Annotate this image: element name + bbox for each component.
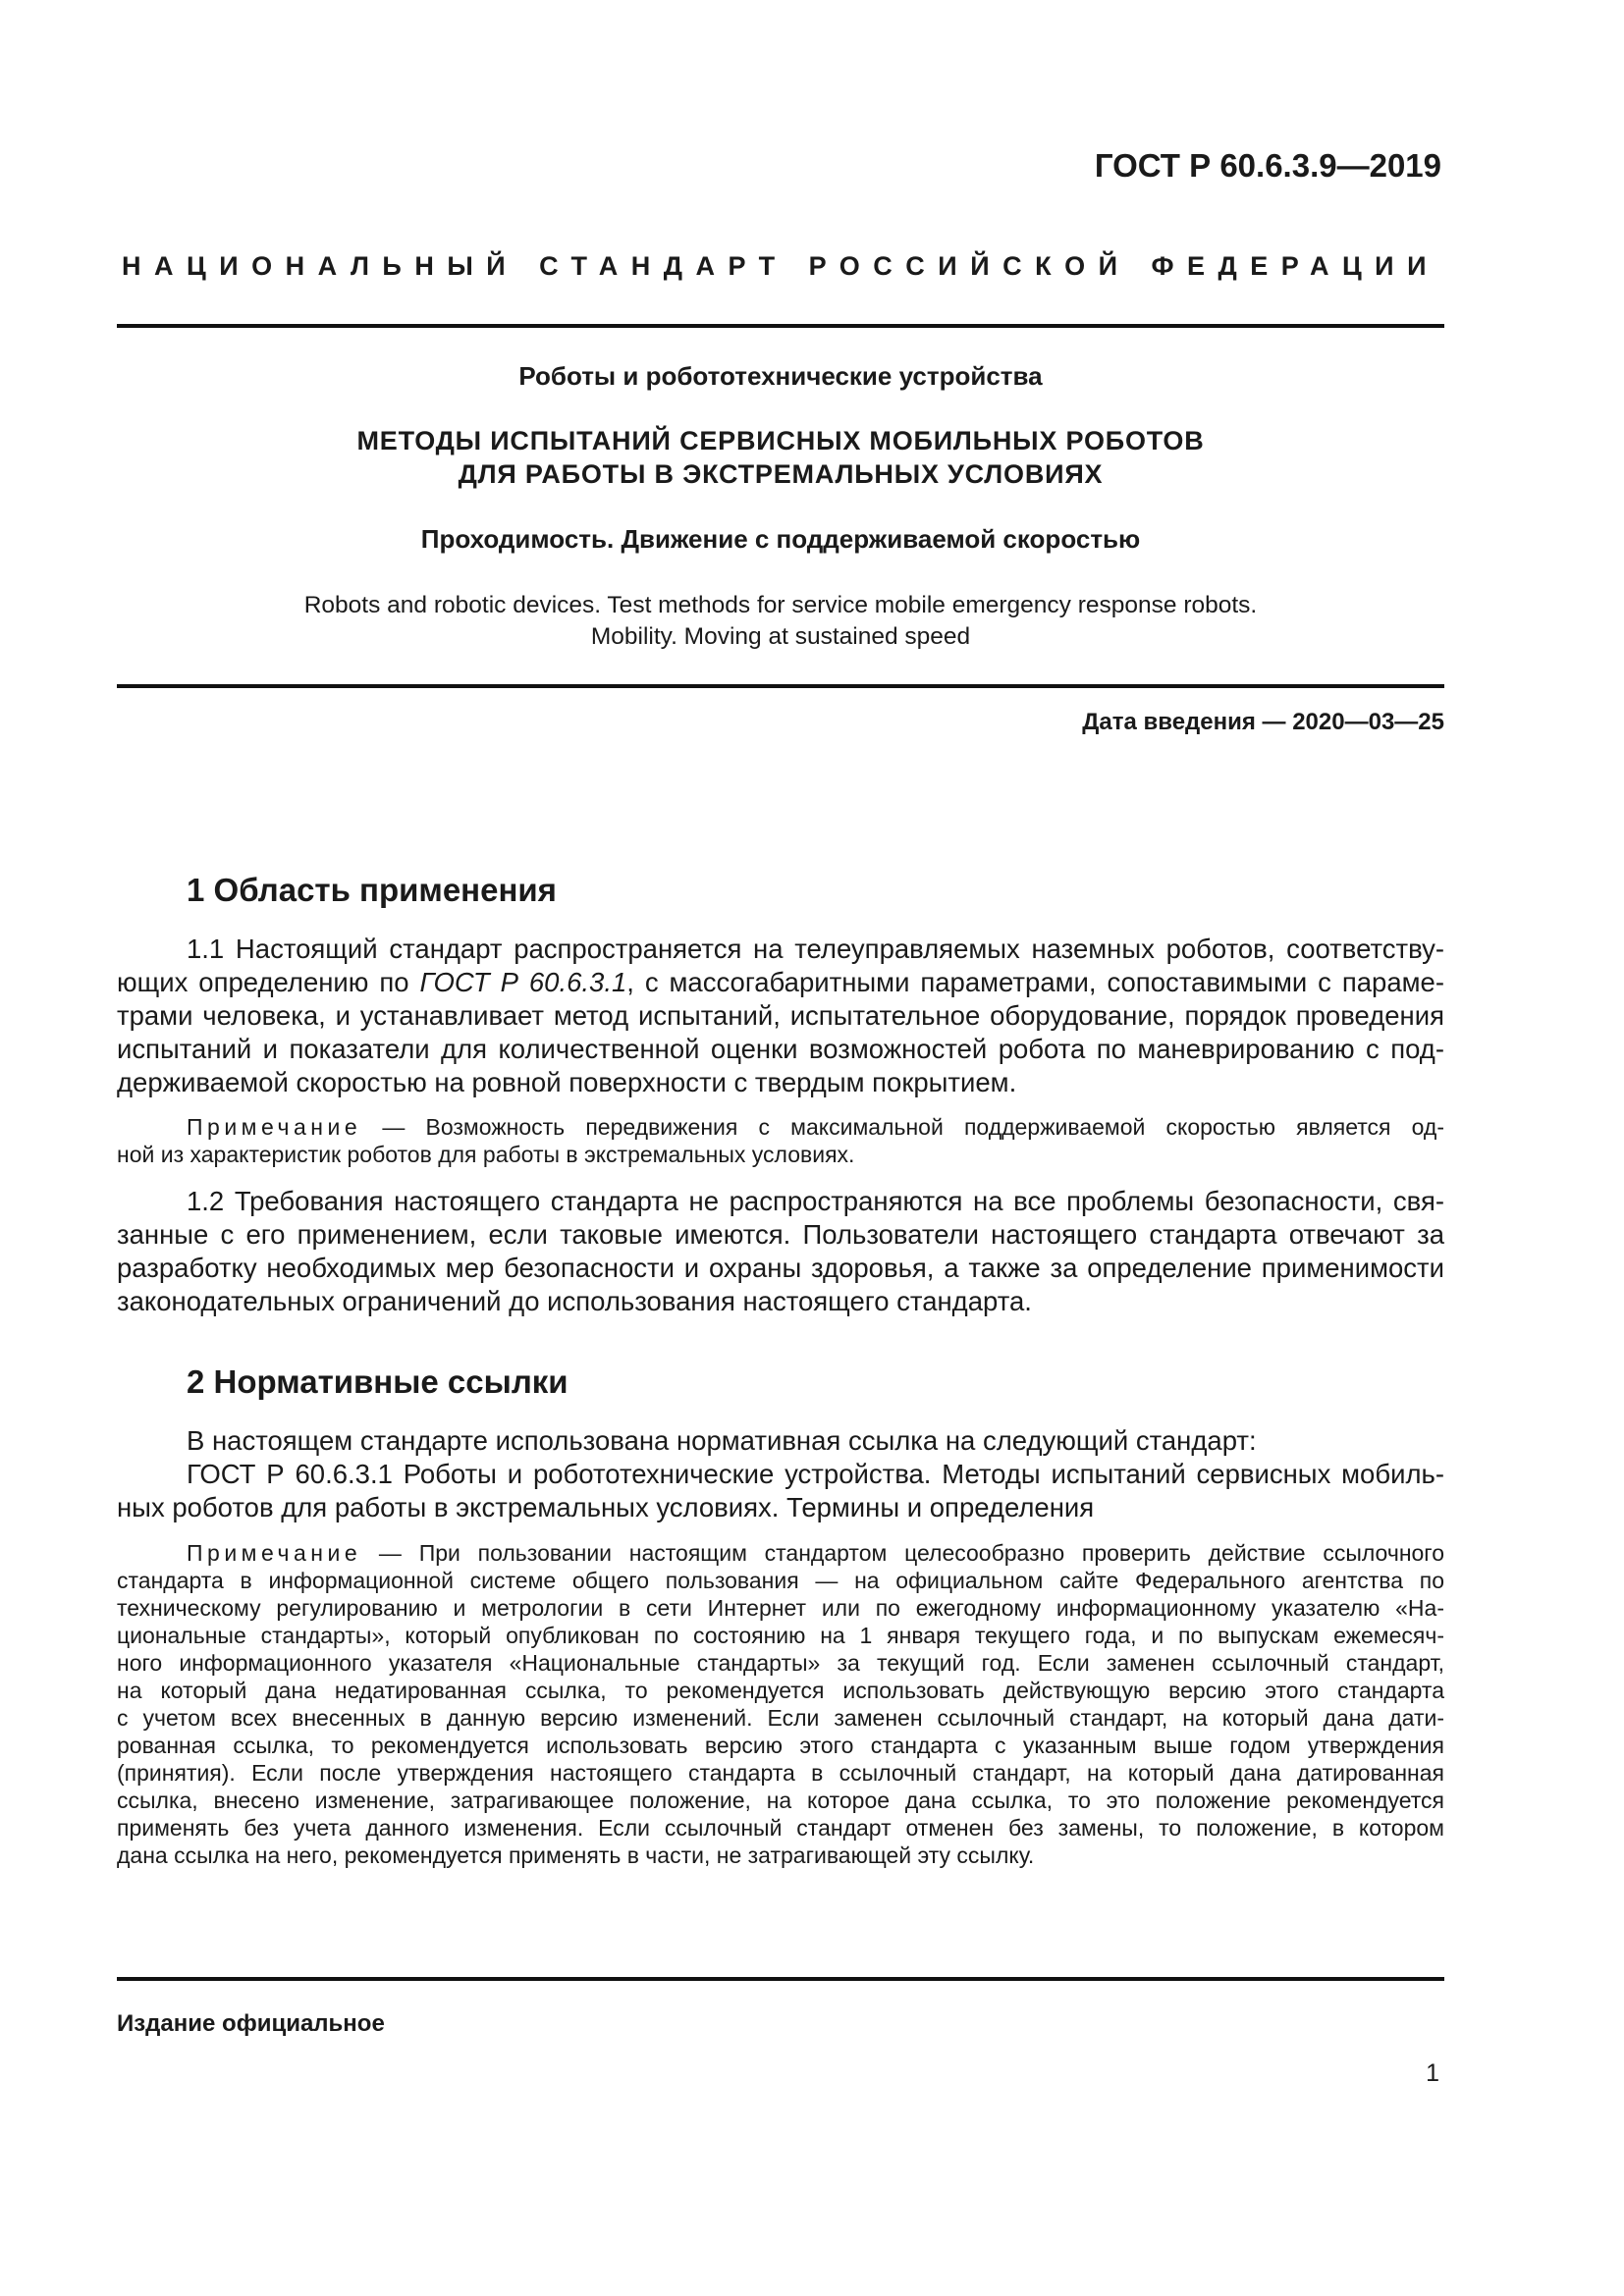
note-1-line: Примечание — Возможность передвижения с максимальной поддерживаемой скоростью является од- bbox=[187, 1114, 1444, 1140]
section-2-heading: 2 Нормативные ссылки bbox=[187, 1363, 568, 1400]
reference-entry-line: ГОСТ Р 60.6.3.1 Роботы и робототехнические устройства. Методы испытаний сервисных мобиль- bbox=[187, 1459, 1444, 1489]
reference-entry-line: ных роботов для работы в экстремальных условиях. Термины и определения bbox=[117, 1492, 1095, 1522]
paragraph-1-1-line: ющих определению по ГОСТ Р 60.6.3.1, с массогабаритными параметрами, сопоставимыми с параме- bbox=[117, 967, 1444, 997]
national-standard-heading: НАЦИОНАЛЬНЫЙ СТАНДАРТ РОССИЙСКОЙ ФЕДЕРАЦИИ bbox=[122, 251, 1439, 281]
note-2-line: стандарта в информационной системе общего пользования — на официальном сайте Федерального агентства по bbox=[117, 1568, 1444, 1593]
note-2-line: с учетом всех внесенных в данную версию изменений. Если заменен ссылочный стандарт, на который дана дати- bbox=[117, 1705, 1444, 1731]
note-2-line: рованная ссылка, то рекомендуется использовать версию этого стандарта с указанным выше годом утверждения bbox=[117, 1733, 1444, 1758]
note-2-line: ного информационного указателя «Национальные стандарты» за текущий год. Если заменен ссылочный стандарт, bbox=[117, 1650, 1444, 1676]
paragraph-1-2-line: законодательных ограничений до использования настоящего стандарта. bbox=[117, 1286, 1032, 1316]
note-1-line: ной из характеристик роботов для работы в экстремальных условиях. bbox=[117, 1142, 855, 1167]
series-title: Роботы и робототехнические устройства bbox=[518, 361, 1043, 391]
paragraph-1-1-line: держиваемой скоростью на ровной поверхности с твердым покрытием. bbox=[117, 1067, 1017, 1097]
title-bottom-rule bbox=[117, 684, 1444, 688]
introduction-date: Дата введения — 2020—03—25 bbox=[1082, 709, 1444, 735]
note-2-line: применять без учета данного изменения. Если ссылочный стандарт отменен без замены, то положение, в котором bbox=[117, 1815, 1444, 1841]
note-label: Примечание bbox=[187, 1540, 362, 1566]
paragraph-1-1-line: испытаний и показатели для количественной оценки возможностей робота по маневрированию с под- bbox=[117, 1034, 1444, 1064]
note-2-line: дана ссылка на него, рекомендуется применять в части, не затрагивающей эту ссылку. bbox=[117, 1842, 1035, 1868]
official-edition-label: Издание официальное bbox=[117, 2010, 385, 2037]
paragraph-1-1-line: трами человека, и устанавливает метод испытаний, испытательное оборудование, порядок проведения bbox=[117, 1000, 1444, 1031]
english-title-line-1: Robots and robotic devices. Test methods for service mobile emergency response robots. bbox=[303, 592, 1258, 618]
page-number: 1 bbox=[1426, 2059, 1439, 2087]
main-title-line-2: ДЛЯ РАБОТЫ В ЭКСТРЕМАЛЬНЫХ УСЛОВИЯХ bbox=[458, 459, 1104, 489]
subtitle: Проходимость. Движение с поддерживаемой скоростью bbox=[420, 524, 1141, 554]
section-1-heading: 1 Область применения bbox=[187, 872, 557, 908]
note-2-line: (принятия). Если после утверждения настоящего стандарта в ссылочный стандарт, на который дана датированная bbox=[117, 1760, 1444, 1786]
top-rule bbox=[117, 324, 1444, 328]
english-title-line-2: Mobility. Moving at sustained speed bbox=[590, 623, 971, 650]
footer-rule bbox=[117, 1977, 1444, 1981]
paragraph-1-2-line: занные с его применением, если таковые имеются. Пользователи настоящего стандарта отвечают за bbox=[117, 1219, 1444, 1250]
note-label: Примечание bbox=[187, 1114, 362, 1140]
note-2-line: техническому регулированию и метрологии в сети Интернет или по ежегодному информационному указателю «На- bbox=[117, 1595, 1444, 1621]
document-number: ГОСТ Р 60.6.3.9—2019 bbox=[1094, 147, 1441, 184]
note-2-line: Примечание — При пользовании настоящим стандартом целесообразно проверить действие ссылочного bbox=[187, 1540, 1444, 1566]
reference-link: ГОСТ Р 60.6.3.1 bbox=[419, 967, 627, 997]
main-title-line-1: МЕТОДЫ ИСПЫТАНИЙ СЕРВИСНЫХ МОБИЛЬНЫХ РОБОТОВ bbox=[356, 426, 1205, 455]
note-2-line: на который дана недатированная ссылка, то рекомендуется использовать действующую версию этого стандарта bbox=[117, 1678, 1444, 1703]
references-intro: В настоящем стандарте использована нормативная ссылка на следующий стандарт: bbox=[187, 1425, 1257, 1456]
note-2-line: циональные стандарты», который опубликован по состоянию на 1 января текущего года, и по выпускам ежемесяч- bbox=[117, 1623, 1444, 1648]
paragraph-1-1-line: 1.1 Настоящий стандарт распространяется на телеуправляемых наземных роботов, соответству- bbox=[187, 934, 1444, 964]
note-2-line: ссылка, внесено изменение, затрагивающее положение, на которое дана ссылка, то это положение рекомендуется bbox=[117, 1788, 1444, 1813]
paragraph-1-2-line: 1.2 Требования настоящего стандарта не распространяются на все проблемы безопасности, свя- bbox=[187, 1186, 1444, 1216]
paragraph-1-2-line: разработку необходимых мер безопасности и охраны здоровья, а также за определение применимости bbox=[117, 1253, 1444, 1283]
